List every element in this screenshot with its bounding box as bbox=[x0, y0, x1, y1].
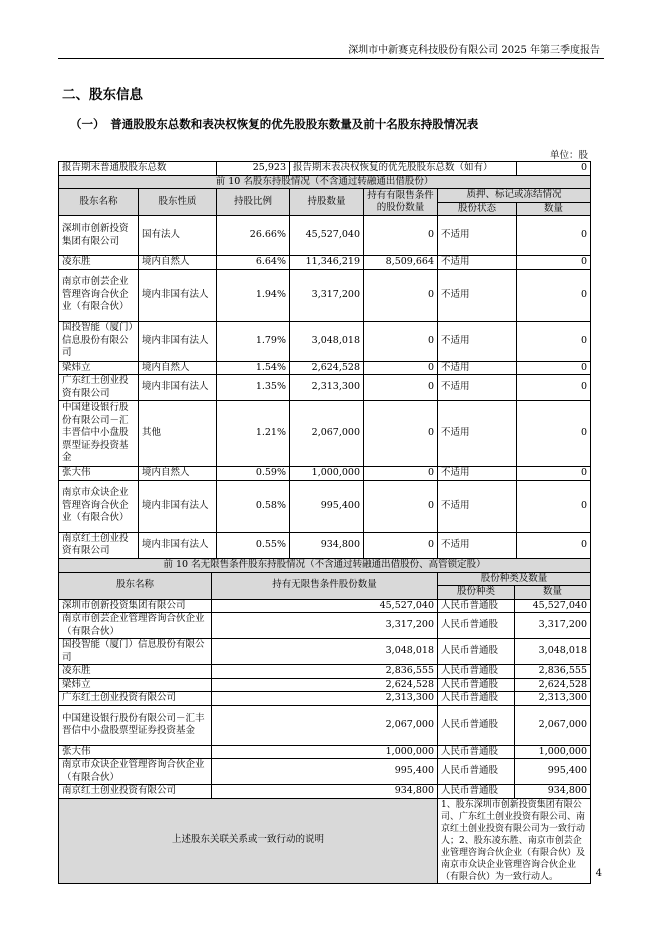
unres-shareholder-name: 广东红土创业投资有限公司 bbox=[59, 692, 212, 706]
restricted-quantity: 0 bbox=[364, 361, 438, 375]
summary-label: 报告期末普通股股东总数 bbox=[59, 162, 217, 176]
holding-ratio: 1.35% bbox=[217, 375, 290, 401]
unres-quantity: 3,317,200 bbox=[212, 613, 438, 639]
restricted-quantity: 0 bbox=[364, 532, 438, 558]
unres-shareholder-name: 国投智能（厦门）信息股份有限公司 bbox=[59, 639, 212, 665]
share-kind-quantity: 3,317,200 bbox=[515, 613, 591, 639]
notes-text: 1、股东深圳市创新投资集团有限公司、广东红土创业投资有限公司、南京红土创业投资有限公司为一致行动人；2、股东凌东胜、南京市创芸企业管理咨询合伙企业（有限合伙）及南京市众诀企业管理咨询合伙企业（有限合伙）为一致行动人。 bbox=[438, 798, 591, 883]
holding-ratio: 1.54% bbox=[217, 361, 290, 375]
shareholder-nature: 国有法人 bbox=[139, 216, 217, 256]
top10-header-row bbox=[59, 189, 591, 203]
unres-quantity: 3,048,018 bbox=[212, 639, 438, 665]
share-kind-quantity: 934,800 bbox=[515, 785, 591, 799]
table-row bbox=[59, 321, 591, 361]
share-kind: 人民币普通股 bbox=[438, 745, 515, 759]
share-kind: 人民币普通股 bbox=[438, 639, 515, 665]
holding-ratio: 6.64% bbox=[217, 256, 290, 270]
share-kind-quantity: 45,527,040 bbox=[515, 599, 591, 613]
pledge-quantity: 0 bbox=[517, 321, 591, 361]
unrestricted-table bbox=[58, 558, 591, 884]
top10-title-row bbox=[59, 175, 591, 189]
holding-ratio: 1.94% bbox=[217, 269, 290, 321]
shareholder-name: 国投智能（厦门）信息股份有限公司 bbox=[59, 321, 139, 361]
pledge-status: 不适用 bbox=[438, 480, 517, 532]
shareholder-name: 梁炜立 bbox=[59, 361, 139, 375]
table-row bbox=[59, 361, 591, 375]
pledge-status: 不适用 bbox=[438, 375, 517, 401]
share-kind: 人民币普通股 bbox=[438, 678, 515, 692]
table-row bbox=[59, 613, 591, 639]
unres-header-quantity: 持有无限售条件股份数量 bbox=[212, 572, 438, 599]
pledge-status: 不适用 bbox=[438, 216, 517, 256]
pledge-quantity: 0 bbox=[517, 361, 591, 375]
section-title: 二、股东信息 bbox=[62, 87, 143, 103]
share-kind-quantity: 2,313,300 bbox=[515, 692, 591, 706]
restricted-quantity: 0 bbox=[364, 216, 438, 256]
shareholder-table bbox=[58, 161, 591, 559]
share-kind: 人民币普通股 bbox=[438, 759, 515, 785]
shareholder-name: 中国建设银行股份有限公司－汇丰晋信中小盘股票型证券投资基金 bbox=[59, 401, 139, 467]
pledge-status: 不适用 bbox=[438, 467, 517, 481]
unres-quantity: 995,400 bbox=[212, 759, 438, 785]
shareholder-nature: 境内非国有法人 bbox=[139, 321, 217, 361]
holding-quantity: 1,000,000 bbox=[290, 467, 364, 481]
col-header-ratio: 持股比例 bbox=[217, 189, 290, 216]
holding-quantity: 3,048,018 bbox=[290, 321, 364, 361]
shareholder-nature: 境内自然人 bbox=[139, 256, 217, 270]
shareholder-name: 凌东胜 bbox=[59, 256, 139, 270]
shareholder-name: 南京红土创业投资有限公司 bbox=[59, 532, 139, 558]
table-row bbox=[59, 375, 591, 401]
share-kind-quantity: 3,048,018 bbox=[515, 639, 591, 665]
pledge-quantity: 0 bbox=[517, 256, 591, 270]
subsection-title: （一） 普通股股东总数和表决权恢复的优先股股东数量及前十名股东持股情况表 bbox=[70, 117, 479, 131]
col-header-quantity: 持股数量 bbox=[290, 189, 364, 216]
shareholder-name: 南京市众诀企业管理咨询合伙企业（有限合伙） bbox=[59, 480, 139, 532]
pledge-quantity: 0 bbox=[517, 480, 591, 532]
holding-ratio: 0.55% bbox=[217, 532, 290, 558]
holding-quantity: 934,800 bbox=[290, 532, 364, 558]
col-header-pledge-status: 股份状态 bbox=[438, 202, 517, 216]
restricted-quantity: 0 bbox=[364, 401, 438, 467]
table-row bbox=[59, 480, 591, 532]
unres-quantity: 45,527,040 bbox=[212, 599, 438, 613]
col-header-restricted: 持有有限售条件的股份数量 bbox=[364, 189, 438, 216]
unres-shareholder-name: 深圳市创新投资集团有限公司 bbox=[59, 599, 212, 613]
shareholder-name: 广东红土创业投资有限公司 bbox=[59, 375, 139, 401]
holding-quantity: 2,313,300 bbox=[290, 375, 364, 401]
pledge-status: 不适用 bbox=[438, 401, 517, 467]
unres-shareholder-name: 南京市创芸企业管理咨询合伙企业（有限合伙） bbox=[59, 613, 212, 639]
unres-quantity: 2,836,555 bbox=[212, 665, 438, 679]
pledge-quantity: 0 bbox=[517, 375, 591, 401]
unrestricted-title: 前 10 名无限售条件股东持股情况（不含通过转融通出借股份、高管锁定股） bbox=[59, 559, 591, 573]
shareholder-nature: 境内非国有法人 bbox=[139, 269, 217, 321]
shareholder-name: 张大伟 bbox=[59, 467, 139, 481]
page-header: 深圳市中新赛克科技股份有限公司 2025 年第三季度报告 bbox=[348, 45, 600, 56]
shareholder-nature: 其他 bbox=[139, 401, 217, 467]
col-header-pledge-qty: 数量 bbox=[517, 202, 591, 216]
unrestricted-header-row bbox=[59, 572, 591, 586]
share-kind-quantity: 995,400 bbox=[515, 759, 591, 785]
table-row bbox=[59, 467, 591, 481]
unres-shareholder-name: 凌东胜 bbox=[59, 665, 212, 679]
table-row bbox=[59, 639, 591, 665]
holding-ratio: 0.58% bbox=[217, 480, 290, 532]
table-row bbox=[59, 705, 591, 745]
col-header-name: 股东名称 bbox=[59, 189, 139, 216]
notes-label: 上述股东关联关系或一致行动的说明 bbox=[59, 798, 438, 883]
pledge-quantity: 0 bbox=[517, 269, 591, 321]
restricted-quantity: 8,509,664 bbox=[364, 256, 438, 270]
shareholder-nature: 境内自然人 bbox=[139, 467, 217, 481]
table-row bbox=[59, 785, 591, 799]
pledge-quantity: 0 bbox=[517, 467, 591, 481]
pledge-quantity: 0 bbox=[517, 216, 591, 256]
share-kind-quantity: 2,624,528 bbox=[515, 678, 591, 692]
shareholder-name: 深圳市创新投资集团有限公司 bbox=[59, 216, 139, 256]
unres-shareholder-name: 张大伟 bbox=[59, 745, 212, 759]
share-kind: 人民币普通股 bbox=[438, 665, 515, 679]
top10-title: 前 10 名股东持股情况（不含通过转融通出借股份） bbox=[59, 175, 591, 189]
table-row bbox=[59, 532, 591, 558]
share-kind: 人民币普通股 bbox=[438, 785, 515, 799]
holding-quantity: 3,317,200 bbox=[290, 269, 364, 321]
pledge-status: 不适用 bbox=[438, 321, 517, 361]
restricted-quantity: 0 bbox=[364, 467, 438, 481]
shareholder-nature: 境内非国有法人 bbox=[139, 375, 217, 401]
shareholder-nature: 境内非国有法人 bbox=[139, 480, 217, 532]
share-kind: 人民币普通股 bbox=[438, 692, 515, 706]
share-kind: 人民币普通股 bbox=[438, 599, 515, 613]
table-row bbox=[59, 256, 591, 270]
restricted-quantity: 0 bbox=[364, 480, 438, 532]
table-row bbox=[59, 401, 591, 467]
unres-quantity: 2,624,528 bbox=[212, 678, 438, 692]
holding-quantity: 2,067,000 bbox=[290, 401, 364, 467]
shareholder-nature: 境内自然人 bbox=[139, 361, 217, 375]
table-row bbox=[59, 692, 591, 706]
holding-quantity: 2,624,528 bbox=[290, 361, 364, 375]
holding-ratio: 1.79% bbox=[217, 321, 290, 361]
header-divider bbox=[58, 58, 604, 59]
unres-shareholder-name: 中国建设银行股份有限公司－汇丰晋信中小盘股票型证券投资基金 bbox=[59, 705, 212, 745]
summary-value: 25,923 bbox=[217, 162, 290, 176]
table-row bbox=[59, 665, 591, 679]
holding-quantity: 11,346,219 bbox=[290, 256, 364, 270]
unres-shareholder-name: 梁炜立 bbox=[59, 678, 212, 692]
shareholder-nature: 境内非国有法人 bbox=[139, 532, 217, 558]
unres-quantity: 1,000,000 bbox=[212, 745, 438, 759]
restricted-quantity: 0 bbox=[364, 375, 438, 401]
pref-summary-label: 报告期末表决权恢复的优先股股东总数（如有） bbox=[290, 162, 517, 176]
notes-row bbox=[59, 798, 591, 883]
holding-quantity: 995,400 bbox=[290, 480, 364, 532]
unres-header-qty: 数量 bbox=[515, 586, 591, 600]
restricted-quantity: 0 bbox=[364, 269, 438, 321]
unres-shareholder-name: 南京红土创业投资有限公司 bbox=[59, 785, 212, 799]
unres-quantity: 2,313,300 bbox=[212, 692, 438, 706]
pledge-status: 不适用 bbox=[438, 256, 517, 270]
share-kind: 人民币普通股 bbox=[438, 613, 515, 639]
table-row bbox=[59, 216, 591, 256]
col-header-nature: 股东性质 bbox=[139, 189, 217, 216]
summary-row bbox=[59, 162, 591, 176]
share-kind-quantity: 1,000,000 bbox=[515, 745, 591, 759]
table-row bbox=[59, 678, 591, 692]
pref-summary-value: 0 bbox=[517, 162, 591, 176]
pledge-status: 不适用 bbox=[438, 269, 517, 321]
unres-quantity: 2,067,000 bbox=[212, 705, 438, 745]
unres-shareholder-name: 南京市众诀企业管理咨询合伙企业（有限合伙） bbox=[59, 759, 212, 785]
unres-header-type: 股份种类及数量 bbox=[438, 572, 591, 586]
restricted-quantity: 0 bbox=[364, 321, 438, 361]
table-row bbox=[59, 269, 591, 321]
pledge-quantity: 0 bbox=[517, 401, 591, 467]
share-kind: 人民币普通股 bbox=[438, 705, 515, 745]
unres-quantity: 934,800 bbox=[212, 785, 438, 799]
holding-ratio: 0.59% bbox=[217, 467, 290, 481]
unres-header-name: 股东名称 bbox=[59, 572, 212, 599]
col-header-pledge: 质押、标记或冻结情况 bbox=[438, 189, 591, 203]
unrestricted-title-row bbox=[59, 559, 591, 573]
pledge-status: 不适用 bbox=[438, 532, 517, 558]
unres-header-kind: 股份种类 bbox=[438, 586, 515, 600]
holding-ratio: 1.21% bbox=[217, 401, 290, 467]
shareholder-name: 南京市创芸企业管理咨询合伙企业（有限合伙） bbox=[59, 269, 139, 321]
table-row bbox=[59, 759, 591, 785]
table-row bbox=[59, 599, 591, 613]
share-kind-quantity: 2,836,555 bbox=[515, 665, 591, 679]
pledge-quantity: 0 bbox=[517, 532, 591, 558]
table-row bbox=[59, 745, 591, 759]
share-kind-quantity: 2,067,000 bbox=[515, 705, 591, 745]
pledge-status: 不适用 bbox=[438, 361, 517, 375]
page-number: 4 bbox=[595, 868, 602, 879]
unit-label: 单位：股 bbox=[549, 150, 588, 161]
holding-quantity: 45,527,040 bbox=[290, 216, 364, 256]
holding-ratio: 26.66% bbox=[217, 216, 290, 256]
